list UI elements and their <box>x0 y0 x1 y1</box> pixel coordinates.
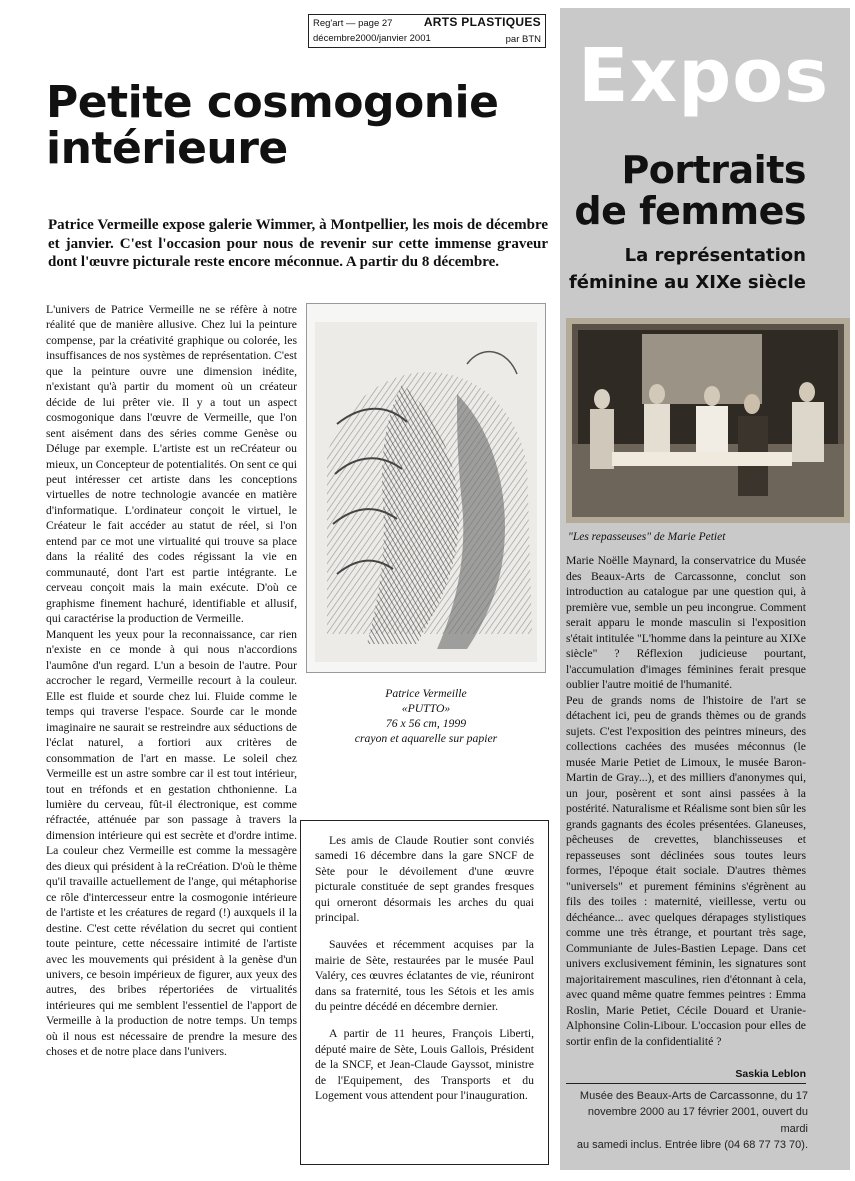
author-signature: Saskia Leblon <box>566 1067 806 1084</box>
sidebar-title-line2: de femmes <box>574 189 806 233</box>
note-p2: Sauvées et récemment acquises par la mairie de Sète, restaurées par le musée Paul Valéry, ces œuvres éclatantes de vie, réuniront dans sa fraternité, tous les Sétois et les amis du peintre décédé en décembre dernier. <box>315 938 534 1014</box>
caption-artist: Patrice Vermeille <box>385 687 467 700</box>
sidebar-p2: Peu de grands noms de l'histoire de l'art se détachent ici, peu de grands thèmes ou de grands sujets. C'est l'exposition des peintres mineurs, des collections cachées des musées méconnus (le musée Marie Petiet de Limoux, le musée Baron-Martin de Gray...), et des milliers d'anonymes qui, un jour, posèrent et sont ainsi passées à la postérité. Naturalisme et Réalisme sont bien sûr les grands gagnants des écoles présentées. Glaneuses, pêcheuses de crevettes, blanchisseuses et repasseuses sont déclinées sous toutes leurs formes, l'époque était sociale. D'autres thèmes "universels" et purement féminins s'égrènent au fils des toiles : maternité, vieillesse, vertu ou déchéance... avec quelques dérapages stylistiques comme une très étrange, et pourtant très sage, Communiante de Jules-Bastien Lepage. Dans cet univers exclusivement féminin, les signatures sont majoritairement masculines, rien d'étonnant à cela, avec quand même quatre femmes peintres : Emma Roslin, Marie Petiet, Cécile Douard et Uranie-Alphonsine Colin-Libour. L'occasion pour elles de sortir enfin de la confidentialité ? <box>566 693 806 1048</box>
article-paragraph-1 <box>46 302 297 627</box>
caption-title: «PUTTO» <box>401 702 451 715</box>
article-title <box>46 77 546 174</box>
page-header <box>308 14 546 48</box>
sidebar-article-title <box>560 150 806 232</box>
sidebar-subtitle-line2: féminine au XIXe siècle <box>568 272 806 293</box>
exhibition-info-line2: novembre 2000 au 17 février 2001, ouvert du mardi <box>587 1106 808 1135</box>
exhibition-info <box>566 1088 808 1154</box>
sidebar-subtitle-line1: La représentation <box>624 245 806 266</box>
article-title-line1: Petite cosmogonie <box>46 77 499 128</box>
repasseuses-painting <box>566 318 850 523</box>
article-p1: L'univers de Patrice Vermeille ne se réfère à notre réalité que de manière allusive. Chez lui la peinture compense, par la créativité graphique ou colorée, les insuffisances de nos systèmes de représentation. C'est que la peinture ouvre une dimension inédite, n'existant qu'à partir du moment où un créateur décide de lui prêter vie. Il y a tout un aspect cosmogonique dans l'œuvre de Vermeille, que l'on sent aisément dans des séries comme Genèse ou Déluge par exemple. L'artiste est un reCréateur ou mieux, un Concepteur de potentialités. On sent ce qui peut intéresser cet artiste dans les conceptions virtuelles de notre technologie avancée en matière d'informatique. L'ordinateur conçoit le virtuel, le Créateur le fait accéder au statut de réel, si l'on entend par ce mot une virtualité qui trouve sa place dans la réalité des codes régissant la vie en communauté, dont l'art est partie intégrante. Le cerveau conçoit mais la main exécute. D'où ce graphisme finement hachuré, identifiable et allusif, qui caractérise la production de Vermeille. <box>46 303 297 626</box>
sidebar-section-title: Expos <box>578 33 830 119</box>
artwork-drawing <box>307 304 546 673</box>
painting-caption: "Les repasseuses" de Marie Petiet <box>568 531 726 543</box>
note-p1: Les amis de Claude Routier sont conviés samedi 16 décembre dans la gare SNCF de Sète pour le dévoilement d'une œuvre picturale constituée de sept grandes fresques qui orneront désormais les arches du quai principal. <box>315 834 534 925</box>
article-lead: Patrice Vermeille expose galerie Wimmer, à Montpellier, les mois de décembre et janvier. C'est l'occasion pour nous de revenir sur cette immense graveur dont l'œuvre picturale reste encore méconnue. A partir du 8 décembre. <box>48 217 548 270</box>
header-page-ref: Reg'art — page 27 <box>313 18 393 29</box>
note-p3: A partir de 11 heures, François Liberti, député maire de Sète, Louis Gallois, Président de la SNCF, et Jean-Claude Gayssot, ministre de l'Equipement, des Transports et du Logement vous attendent pour l'inauguration. <box>315 1027 534 1103</box>
painting-image <box>572 324 844 517</box>
header-author: par BTN <box>505 34 541 45</box>
artwork-caption <box>306 686 546 746</box>
exhibition-info-line1: Musée des Beaux-Arts de Carcassonne, du 17 <box>579 1090 808 1102</box>
routier-note-box <box>300 820 549 1165</box>
exhibition-info-line3: au samedi inclus. Entrée libre (04 68 77 73 70). <box>576 1139 808 1152</box>
header-issue-date: décembre2000/janvier 2001 <box>313 33 431 44</box>
caption-dimensions: 76 x 56 cm, 1999 <box>385 717 467 730</box>
caption-medium: crayon et aquarelle sur papier <box>354 732 498 745</box>
article-p2: Manquent les yeux pour la reconnaissance, car rien n'existe en ce monde à qui nous n'accordions l'aumône d'un regard. L'un a besoin de l'autre. Pour accrocher le regard, Vermeille recourt à la couleur. Elle est fluide et sourde chez lui. Fluide comme le temps qui traverse l'espace. Sourde car le monde imaginaire ne saurait se restreindre aux séductions de l'éclat naturel, a fortiori aux critères de consommation de l'art en masse. Le soleil chez Vermeille est un astre sombre car il est tout intérieur, tout en tréfonds et en gestation chthonienne. La lumière du cerveau, fût-il électronique, est comme réfractée, atténuée par son passage à travers la dimension intérieure qui est secrète et d'ordre intime. La couleur chez Vermeille est comme la messagère des dieux qui président à la reCréation. D'où le thème qu'il travaille actuellement de l'ange, qui métaphorise ce rôle d'intercesseur entre la cosmogonie intérieure de l'artiste et les créatures de regard (!) auxquels il la destine. C'est cette révélation du secret qui contient toute peinture, cette nécessaire intimité de l'artiste avec les mouvements qui président à la genèse d'un univers, ce besoin impérieux de figurer, aux yeux des autres, des bribes répertoriées de virtualités intérieures qui me semblent l'essentiel de l'apport de Vermeille à la production de notre temps. Un temps où il nous est nécessaire de prendre la mesure des choses et de notre place dans l'univers. <box>46 628 297 1059</box>
header-section: ARTS PLASTIQUES <box>423 15 541 29</box>
article-title-line2: intérieure <box>46 123 288 174</box>
artwork-putto-image <box>306 303 546 673</box>
sidebar-p1: Marie Noëlle Maynard, la conservatrice du Musée des Beaux-Arts de Carcassonne, conclut son introduction au catalogue par une question qui, à première vue, semble un peu incongrue. Comment serait apparu le monde masculin si l'exposition s'était intitulée "L'homme dans la peinture au XIXe siècle" ? Réflexion judicieuse pourtant, l'accumulation d'images féminines ferait presque oublier l'autre moitié de l'humanité. <box>566 554 806 691</box>
sidebar-title-line1: Portraits <box>621 148 806 192</box>
sidebar-article-body <box>566 553 806 1049</box>
article-paragraph-2 <box>46 627 297 1060</box>
sidebar-subtitle <box>560 242 806 296</box>
